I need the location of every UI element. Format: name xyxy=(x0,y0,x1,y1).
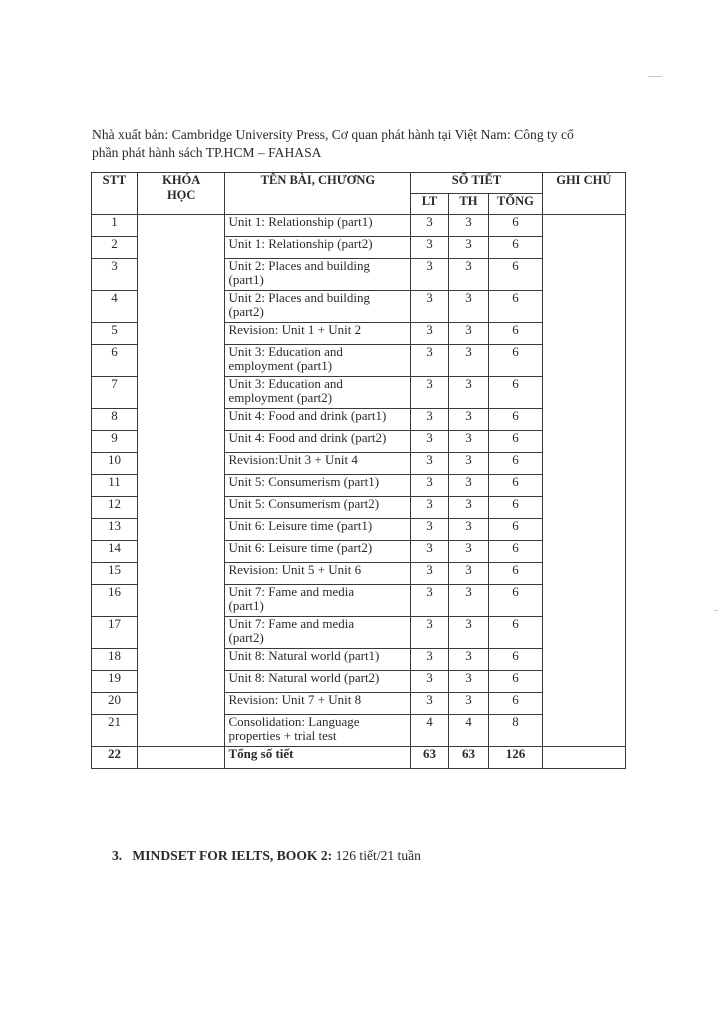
cell-lt: 3 xyxy=(411,541,448,563)
cell-ten-bai xyxy=(225,377,411,409)
cell-khoa-hoc xyxy=(137,215,225,747)
total-tong: 126 xyxy=(489,747,542,769)
cell-ten-bai xyxy=(225,431,411,453)
publisher-line-1: Nhà xuất bản: Cambridge University Press, Cơ quan phát hành tại Việt Nam: Công ty cổ xyxy=(92,127,574,142)
cell-ten-bai-line2: (part2) xyxy=(228,304,264,319)
cell-ten-bai xyxy=(225,409,411,431)
publisher-paragraph xyxy=(92,126,637,162)
cell-stt: 4 xyxy=(92,291,138,323)
cell-tong: 6 xyxy=(489,671,542,693)
total-stt: 22 xyxy=(92,747,138,769)
cell-tong: 6 xyxy=(489,541,542,563)
cell-stt: 5 xyxy=(92,323,138,345)
cell-lt: 3 xyxy=(411,259,448,291)
cell-stt: 19 xyxy=(92,671,138,693)
cell-ten-bai-line2: employment (part1) xyxy=(228,358,333,373)
header-tong: TỔNG xyxy=(489,194,542,215)
cell-tong: 6 xyxy=(489,377,542,409)
cell-lt: 4 xyxy=(411,715,448,747)
header-ghi-chu: GHI CHÚ xyxy=(542,173,625,215)
cell-tong: 6 xyxy=(489,563,542,585)
cell-lt: 3 xyxy=(411,409,448,431)
cell-th: 3 xyxy=(448,291,489,323)
cell-lt: 3 xyxy=(411,671,448,693)
publisher-line-2: phần phát hành sách TP.HCM – FAHASA xyxy=(92,145,322,160)
cell-lt: 3 xyxy=(411,323,448,345)
total-lt: 63 xyxy=(411,747,448,769)
cell-ten-bai-line1: Unit 3: Education and xyxy=(228,344,343,359)
cell-th: 3 xyxy=(448,377,489,409)
cell-lt: 3 xyxy=(411,585,448,617)
cell-tong: 6 xyxy=(489,291,542,323)
cell-ten-bai xyxy=(225,215,411,237)
cell-th: 3 xyxy=(448,431,489,453)
cell-lt: 3 xyxy=(411,237,448,259)
cell-lt: 3 xyxy=(411,475,448,497)
cell-tong: 6 xyxy=(489,409,542,431)
cell-ten-bai xyxy=(225,585,411,617)
cell-ten-bai-line1: Revision: Unit 1 + Unit 2 xyxy=(228,322,362,337)
cell-stt: 21 xyxy=(92,715,138,747)
cell-tong: 6 xyxy=(489,475,542,497)
cell-stt: 3 xyxy=(92,259,138,291)
cell-th: 3 xyxy=(448,215,489,237)
cell-ten-bai xyxy=(225,671,411,693)
cell-ten-bai-line2: employment (part2) xyxy=(228,390,333,405)
cell-ten-bai xyxy=(225,693,411,715)
cell-stt: 1 xyxy=(92,215,138,237)
cell-ten-bai-line2: (part1) xyxy=(228,598,264,613)
cell-lt: 3 xyxy=(411,563,448,585)
cell-lt: 3 xyxy=(411,431,448,453)
cell-ten-bai xyxy=(225,291,411,323)
cell-th: 3 xyxy=(448,693,489,715)
table-row-total xyxy=(92,747,626,769)
cell-lt: 3 xyxy=(411,519,448,541)
cell-ten-bai-line1: Revision: Unit 7 + Unit 8 xyxy=(228,692,362,707)
cell-th: 3 xyxy=(448,519,489,541)
cell-ten-bai-line1: Unit 5: Consumerism (part2) xyxy=(228,496,380,511)
cell-ten-bai-line2: (part1) xyxy=(228,272,264,287)
cell-tong: 8 xyxy=(489,715,542,747)
cell-th: 4 xyxy=(448,715,489,747)
cell-th: 3 xyxy=(448,497,489,519)
cell-stt: 15 xyxy=(92,563,138,585)
cell-stt: 16 xyxy=(92,585,138,617)
cell-ten-bai-line1: Revision:Unit 3 + Unit 4 xyxy=(228,452,358,467)
cell-ten-bai-line2: (part2) xyxy=(228,630,264,645)
cell-lt: 3 xyxy=(411,377,448,409)
cell-tong: 6 xyxy=(489,617,542,649)
cell-ten-bai xyxy=(225,617,411,649)
cell-tong: 6 xyxy=(489,431,542,453)
cell-ten-bai-line1: Unit 7: Fame and media xyxy=(228,584,355,599)
cell-ten-bai-line1: Unit 6: Leisure time (part2) xyxy=(228,540,373,555)
cell-stt: 9 xyxy=(92,431,138,453)
cell-ten-bai xyxy=(225,475,411,497)
header-khoa-hoc xyxy=(137,173,225,215)
cell-tong: 6 xyxy=(489,215,542,237)
cell-lt: 3 xyxy=(411,693,448,715)
cell-ten-bai-line1: Revision: Unit 5 + Unit 6 xyxy=(228,562,362,577)
cell-tong: 6 xyxy=(489,345,542,377)
cell-stt: 17 xyxy=(92,617,138,649)
total-ghi-chu xyxy=(542,747,625,769)
cell-ten-bai-line2: properties + trial test xyxy=(228,728,337,743)
cell-ten-bai xyxy=(225,563,411,585)
cell-th: 3 xyxy=(448,617,489,649)
header-khoa-hoc-line1: KHÓA xyxy=(162,173,201,187)
cell-ten-bai xyxy=(225,345,411,377)
cell-tong: 6 xyxy=(489,585,542,617)
cell-lt: 3 xyxy=(411,649,448,671)
cell-tong: 6 xyxy=(489,453,542,475)
syllabus-table xyxy=(91,172,626,769)
cell-ten-bai-line1: Unit 2: Places and building xyxy=(228,258,371,273)
header-so-tiet: SỐ TIẾT xyxy=(411,173,542,194)
cell-ten-bai-line1: Unit 3: Education and xyxy=(228,376,343,391)
cell-tong: 6 xyxy=(489,693,542,715)
cell-ten-bai xyxy=(225,237,411,259)
cell-ten-bai xyxy=(225,519,411,541)
cell-stt: 11 xyxy=(92,475,138,497)
cell-ghi-chu xyxy=(542,215,625,747)
cell-th: 3 xyxy=(448,649,489,671)
table-row xyxy=(92,215,626,237)
cell-stt: 6 xyxy=(92,345,138,377)
header-khoa-hoc-line2: HỌC xyxy=(166,188,196,202)
cell-tong: 6 xyxy=(489,259,542,291)
scan-mark xyxy=(714,610,718,611)
table-body xyxy=(92,215,626,769)
header-stt: STT xyxy=(92,173,138,215)
scan-mark xyxy=(648,76,662,77)
cell-ten-bai xyxy=(225,259,411,291)
cell-tong: 6 xyxy=(489,323,542,345)
cell-th: 3 xyxy=(448,453,489,475)
cell-th: 3 xyxy=(448,409,489,431)
cell-th: 3 xyxy=(448,259,489,291)
header-lt: LT xyxy=(411,194,448,215)
cell-lt: 3 xyxy=(411,497,448,519)
cell-ten-bai-line1: Unit 1: Relationship (part1) xyxy=(228,214,373,229)
total-label: Tổng số tiết xyxy=(225,747,411,769)
header-ten-bai: TÊN BÀI, CHƯƠNG xyxy=(225,173,411,215)
cell-tong: 6 xyxy=(489,237,542,259)
cell-lt: 3 xyxy=(411,345,448,377)
header-th: TH xyxy=(448,194,489,215)
total-khoa-hoc xyxy=(137,747,225,769)
cell-th: 3 xyxy=(448,345,489,377)
cell-ten-bai-line1: Unit 8: Natural world (part2) xyxy=(228,670,380,685)
cell-lt: 3 xyxy=(411,617,448,649)
cell-th: 3 xyxy=(448,563,489,585)
cell-th: 3 xyxy=(448,237,489,259)
cell-lt: 3 xyxy=(411,291,448,323)
cell-ten-bai xyxy=(225,541,411,563)
cell-ten-bai xyxy=(225,715,411,747)
cell-stt: 18 xyxy=(92,649,138,671)
cell-th: 3 xyxy=(448,323,489,345)
cell-stt: 7 xyxy=(92,377,138,409)
cell-tong: 6 xyxy=(489,519,542,541)
section-detail: 126 tiết/21 tuần xyxy=(335,848,421,863)
cell-ten-bai-line1: Unit 4: Food and drink (part1) xyxy=(228,408,387,423)
cell-ten-bai-line1: Unit 1: Relationship (part2) xyxy=(228,236,373,251)
cell-stt: 20 xyxy=(92,693,138,715)
section-title: MINDSET FOR IELTS, BOOK 2: xyxy=(132,848,333,863)
cell-lt: 3 xyxy=(411,453,448,475)
cell-ten-bai xyxy=(225,453,411,475)
cell-lt: 3 xyxy=(411,215,448,237)
cell-th: 3 xyxy=(448,475,489,497)
cell-th: 3 xyxy=(448,671,489,693)
cell-ten-bai xyxy=(225,649,411,671)
cell-ten-bai-line1: Consolidation: Language xyxy=(228,714,360,729)
total-th: 63 xyxy=(448,747,489,769)
cell-ten-bai-line1: Unit 7: Fame and media xyxy=(228,616,355,631)
cell-ten-bai-line1: Unit 4: Food and drink (part2) xyxy=(228,430,387,445)
cell-stt: 14 xyxy=(92,541,138,563)
cell-ten-bai-line1: Unit 2: Places and building xyxy=(228,290,371,305)
cell-ten-bai-line1: Unit 8: Natural world (part1) xyxy=(228,648,380,663)
section-heading xyxy=(112,848,421,864)
section-number: 3. xyxy=(112,848,123,863)
cell-ten-bai-line1: Unit 6: Leisure time (part1) xyxy=(228,518,373,533)
cell-tong: 6 xyxy=(489,497,542,519)
cell-th: 3 xyxy=(448,541,489,563)
cell-stt: 2 xyxy=(92,237,138,259)
cell-th: 3 xyxy=(448,585,489,617)
cell-ten-bai xyxy=(225,497,411,519)
cell-stt: 10 xyxy=(92,453,138,475)
cell-ten-bai-line1: Unit 5: Consumerism (part1) xyxy=(228,474,380,489)
cell-stt: 8 xyxy=(92,409,138,431)
cell-tong: 6 xyxy=(489,649,542,671)
cell-stt: 12 xyxy=(92,497,138,519)
cell-ten-bai xyxy=(225,323,411,345)
cell-stt: 13 xyxy=(92,519,138,541)
